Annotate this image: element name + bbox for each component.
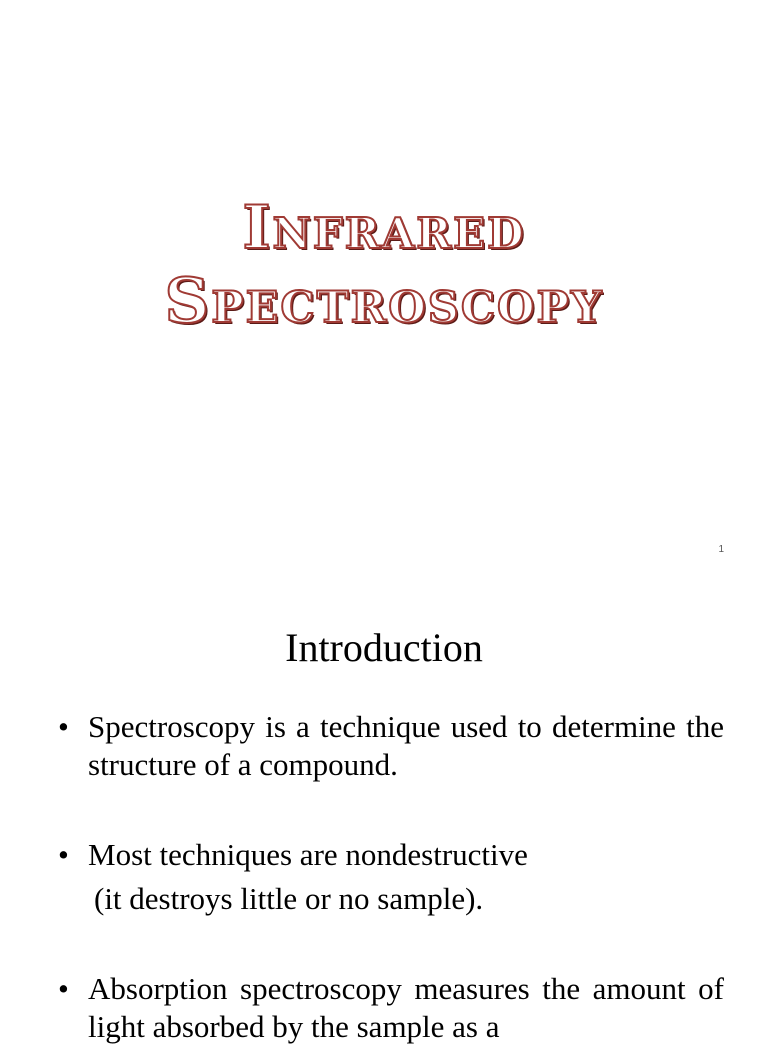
bullet-icon: • xyxy=(58,837,69,872)
bullet-list xyxy=(58,708,724,1046)
introduction-slide xyxy=(0,576,768,1044)
bullet-text: Absorption spectroscopy measures the amount of light absorbed by the sample as a xyxy=(88,971,724,1044)
bullet-note: (it destroys little or no sample). xyxy=(94,881,484,916)
slide-heading: Introduction xyxy=(285,625,483,670)
slide-number: 1 xyxy=(718,544,724,555)
bullet-icon: • xyxy=(58,709,69,744)
bullet-item-spectroscopy xyxy=(58,708,724,784)
bullet-text: Most techniques are nondestructive xyxy=(88,837,528,872)
bullet-text: Spectroscopy is a technique used to determine the structure of a compound. xyxy=(88,709,724,782)
bullet-item-nondestructive xyxy=(58,836,724,918)
title-line-2: Spectroscopy xyxy=(164,264,604,337)
bullet-item-absorption xyxy=(58,970,724,1046)
bullet-icon: • xyxy=(58,971,69,1006)
title-line-1: Infrared xyxy=(242,193,526,263)
